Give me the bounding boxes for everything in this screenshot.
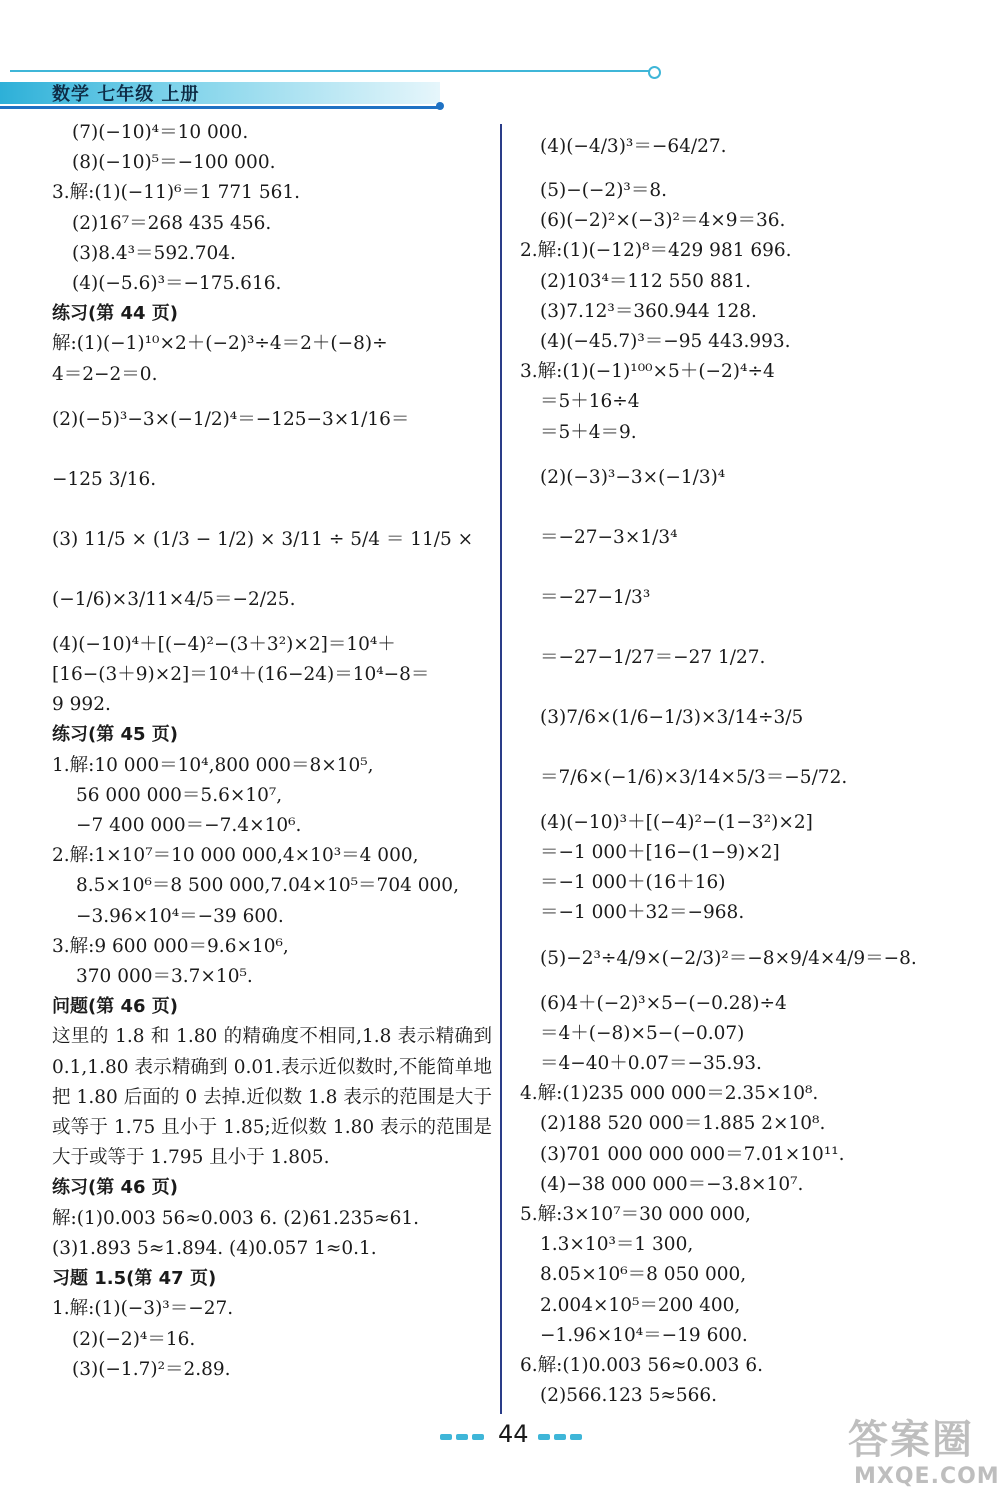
answer-line: 3.解:(1)(−1)¹⁰⁰×5＋(−2)⁴÷4 [520,361,775,383]
answer-line: 1.解:10 000＝10⁴,800 000＝8×10⁵, [52,754,374,776]
footer-dot [472,1434,484,1440]
left-column [52,118,492,1385]
watermark-url: MXQE.COM [854,1464,1000,1489]
answer-line: (5)−(−2)³＝8. [540,180,667,201]
watermark-logo-text: 答案圈 [848,1417,974,1463]
page-header [0,62,700,112]
answer-line: (5)−2³÷4/9×(−2/3)²＝−8×9/4×4/9＝−8. [540,947,917,969]
answer-line: 这里的 1.8 和 1.80 的精确度不相同,1.8 表示精确到 0.1,1.80 表示精确到 0.01.表示近似数时,不能简单地把 1.80 后面的 0 去掉.近似数 1.8 表示的范围是大于或等于 1.75 且小于 1.85;近似数 1.80 表示的范围是大于或等于 1.795 且小于 1.805. [52,1026,492,1169]
answer-line: (4)(−45.7)³＝−95 443.993. [540,331,791,353]
answer-line: ＝−1 000＋32＝−968. [540,902,745,924]
footer-dot [538,1434,550,1440]
answer-line: (2)(−2)⁴＝16. [72,1328,196,1350]
answer-line: ＝5＋16÷4 [540,391,640,413]
answer-line: (3)8.4³＝592.704. [72,242,236,264]
answer-line: 5.解:3×10⁷＝30 000 000, [520,1204,751,1226]
answer-line: (2)16⁷＝268 435 456. [72,212,272,234]
answer-line: 2.004×10⁵＝200 400, [540,1294,741,1316]
section-heading: 练习(第 46 页) [52,1177,179,1199]
answer-line: (4)−38 000 000＝−3.8×10⁷. [540,1173,804,1195]
right-column [520,118,980,1411]
page-footer [430,1418,600,1458]
answer-line: ＝−1 000＋(16＋16) [540,872,726,894]
answer-line: ＝−27−1/3³ [540,586,651,608]
answer-line: ＝−27−3×1/3⁴ [540,526,678,548]
answer-line: (4)(−5.6)³＝−175.616. [72,273,282,295]
watermark [848,1408,1000,1498]
answer-line: (8)(−10)⁵＝−100 000. [72,152,276,174]
answer-line: ＝5＋4＝9. [540,421,637,443]
answer-line: (2)103⁴＝112 550 881. [540,270,752,292]
answer-line: 解:(1)(−1)¹⁰×2＋(−2)³÷4＝2＋(−8)÷ [52,333,388,355]
answer-line: 9 992. [52,694,111,716]
answer-line: ＝7/6×(−1/6)×3/14×5/3＝−5/72. [540,766,848,788]
answer-line: 4＝2−2＝0. [52,363,158,385]
answer-line: (2)(−5)³−3×(−1/2)⁴＝−125−3×1/16＝ [52,408,410,430]
footer-dot [570,1434,582,1440]
answer-line: ＝4＋(−8)×5−(−0.07) [540,1022,745,1044]
answer-line: −3.96×10⁴＝−39 600. [76,905,284,927]
answer-line: (3) 11/5 × (1/3 − 1/2) × 3/11 ÷ 5/4 ＝ 11/5 × [52,528,474,550]
answer-line: 2.解:(1)(−12)⁸＝429 981 696. [520,240,792,262]
answer-line: (6)4＋(−2)³×5−(−0.28)÷4 [540,992,787,1014]
answer-line: (3)701 000 000 000＝7.01×10¹¹. [540,1143,845,1165]
answer-line: 解:(1)0.003 56≈0.003 6. (2)61.235≈61. [52,1207,420,1229]
column-divider [500,124,502,1414]
answer-line: (3)1.893 5≈1.894. (4)0.057 1≈0.1. [52,1237,377,1259]
footer-dot [456,1434,468,1440]
answer-line: 56 000 000＝5.6×10⁷, [76,784,283,806]
answer-line: 1.3×10³＝1 300, [540,1234,694,1256]
answer-line: (6)(−2)²×(−3)²＝4×9＝36. [540,210,786,232]
answer-line: (7)(−10)⁴＝10 000. [72,122,249,143]
footer-dot [440,1434,452,1440]
answer-line: 370 000＝3.7×10⁵. [76,966,253,988]
section-heading: 习题 1.5(第 47 页) [52,1268,217,1290]
section-heading: 问题(第 46 页) [52,996,179,1018]
section-heading: 练习(第 44 页) [52,303,179,325]
answer-line: (4)(−4/3)³＝−64/27. [540,136,727,157]
answer-line: 6.解:(1)0.003 56≈0.003 6. [520,1355,763,1377]
answer-line: (3)7.12³＝360.944 128. [540,300,757,322]
answer-line: −7 400 000＝−7.4×10⁶. [76,815,302,837]
book-title: 数学 七年级 上册 [52,84,200,105]
page-number: 44 [498,1420,529,1448]
answer-line: 3.解:(1)(−11)⁶＝1 771 561. [52,182,301,204]
answer-line: (4)(−10)³＋[(−4)²−(1−3²)×2] [540,811,813,833]
answer-line: −125 3/16. [52,468,157,490]
answer-line: (−1/6)×3/11×4/5＝−2/25. [52,588,296,610]
answer-line: (4)(−10)⁴＋[(−4)²−(3＋3²)×2]＝10⁴＋ [52,633,396,655]
footer-dot [554,1434,566,1440]
header-underline-dot [436,102,444,110]
answer-line: (2)188 520 000＝1.885 2×10⁸. [540,1113,826,1135]
header-top-rule [10,70,650,72]
answer-line: (2)(−3)³−3×(−1/3)⁴ [540,466,726,488]
answer-line: 3.解:9 600 000＝9.6×10⁶, [52,935,289,957]
section-heading: 练习(第 45 页) [52,724,179,746]
answer-line: ＝−1 000＋[16−(1−9)×2] [540,842,780,864]
header-top-dot [648,66,661,79]
answer-line: ＝4−40＋0.07＝−35.93. [540,1053,762,1075]
answer-line: 2.解:1×10⁷＝10 000 000,4×10³＝4 000, [52,845,419,867]
answer-line: 1.解:(1)(−3)³＝−27. [52,1298,234,1320]
answer-line: −1.96×10⁴＝−19 600. [540,1324,748,1346]
answer-line: 8.05×10⁶＝8 050 000, [540,1264,747,1286]
answer-line: (3)(−1.7)²＝2.89. [72,1358,231,1380]
answer-line: (3)7/6×(1/6−1/3)×3/14÷3/5 [540,706,804,728]
header-underline [0,106,440,109]
answer-line: ＝−27−1/27＝−27 1/27. [540,646,766,668]
answer-line: 8.5×10⁶＝8 500 000,7.04×10⁵＝704 000, [76,875,459,897]
answer-line: (2)566.123 5≈566. [540,1385,718,1407]
answer-line: [16−(3＋9)×2]＝10⁴＋(16−24)＝10⁴−8＝ [52,664,430,686]
answer-line: 4.解:(1)235 000 000＝2.35×10⁸. [520,1083,819,1105]
